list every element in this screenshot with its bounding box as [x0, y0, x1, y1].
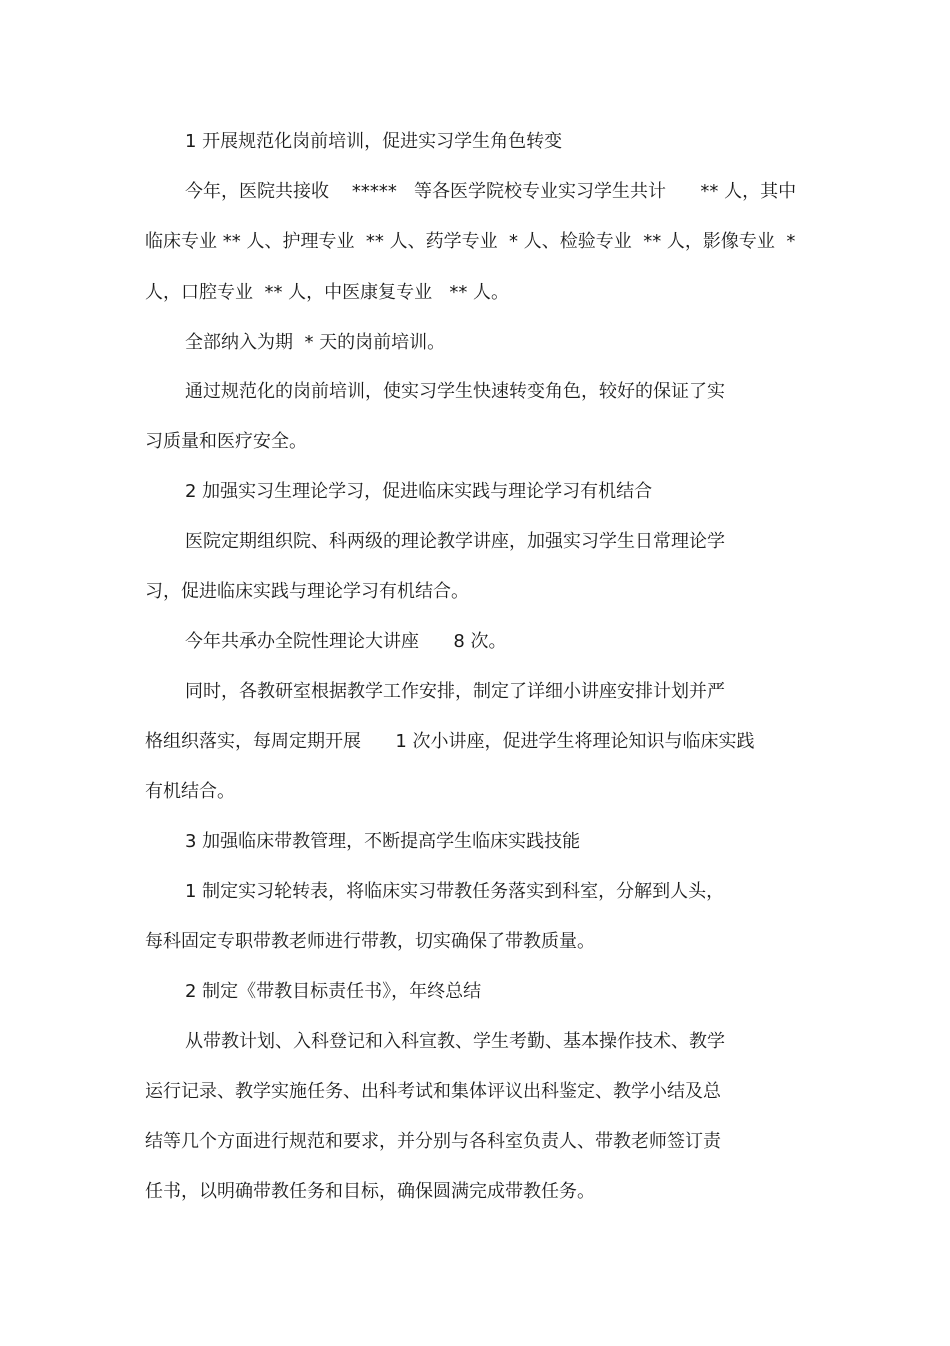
section-heading-2: 2 加强实习生理论学习，促进临床实践与理论学习有机结合 [185, 481, 653, 502]
paragraph-line: 习质量和医疗安全。 [145, 431, 307, 452]
section-heading-3: 3 加强临床带教管理，不断提高学生临床实践技能 [185, 831, 581, 852]
paragraph-line: 临床专业 ** 人、护理专业 ** 人、药学专业 * 人、检验专业 ** 人，影像专业 * [145, 231, 796, 252]
paragraph-line: 每科固定专职带教老师进行带教，切实确保了带教质量。 [145, 931, 595, 952]
paragraph-line: 2 制定《带教目标责任书》，年终总结 [185, 981, 482, 1002]
paragraph-line: 今年共承办全院性理论大讲座 8 次。 [185, 631, 507, 652]
paragraph-line: 人，口腔专业 ** 人，中医康复专业 ** 人。 [145, 282, 510, 303]
paragraph-line: 习，促进临床实践与理论学习有机结合。 [145, 581, 469, 602]
paragraph-line: 任书，以明确带教任务和目标，确保圆满完成带教任务。 [145, 1181, 595, 1202]
paragraph-line: 全部纳入为期 * 天的岗前培训。 [185, 332, 446, 353]
paragraph-line: 医院定期组织院、科两级的理论教学讲座，加强实习学生日常理论学 [185, 531, 725, 552]
section-heading-1: 1 开展规范化岗前培训，促进实习学生角色转变 [185, 131, 563, 152]
paragraph-line: 从带教计划、入科登记和入科宣教、学生考勤、基本操作技术、教学 [185, 1031, 725, 1052]
paragraph-line: 运行记录、教学实施任务、出科考试和集体评议出科鉴定、教学小结及总 [145, 1081, 721, 1102]
paragraph-line: 今年，医院共接收 ***** 等各医学院校专业实习学生共计 ** 人，其中 [185, 181, 797, 202]
paragraph-line: 结等几个方面进行规范和要求，并分别与各科室负责人、带教老师签订责 [145, 1131, 721, 1152]
paragraph-line: 格组织落实，每周定期开展 1 次小讲座，促进学生将理论知识与临床实践 [145, 731, 755, 752]
paragraph-line: 通过规范化的岗前培训，使实习学生快速转变角色，较好的保证了实 [185, 381, 725, 402]
paragraph-line: 同时，各教研室根据教学工作安排，制定了详细小讲座安排计划并严 [185, 681, 725, 702]
paragraph-line: 1 制定实习轮转表，将临床实习带教任务落实到科室，分解到人头， [185, 881, 725, 902]
paragraph-line: 有机结合。 [145, 781, 235, 802]
